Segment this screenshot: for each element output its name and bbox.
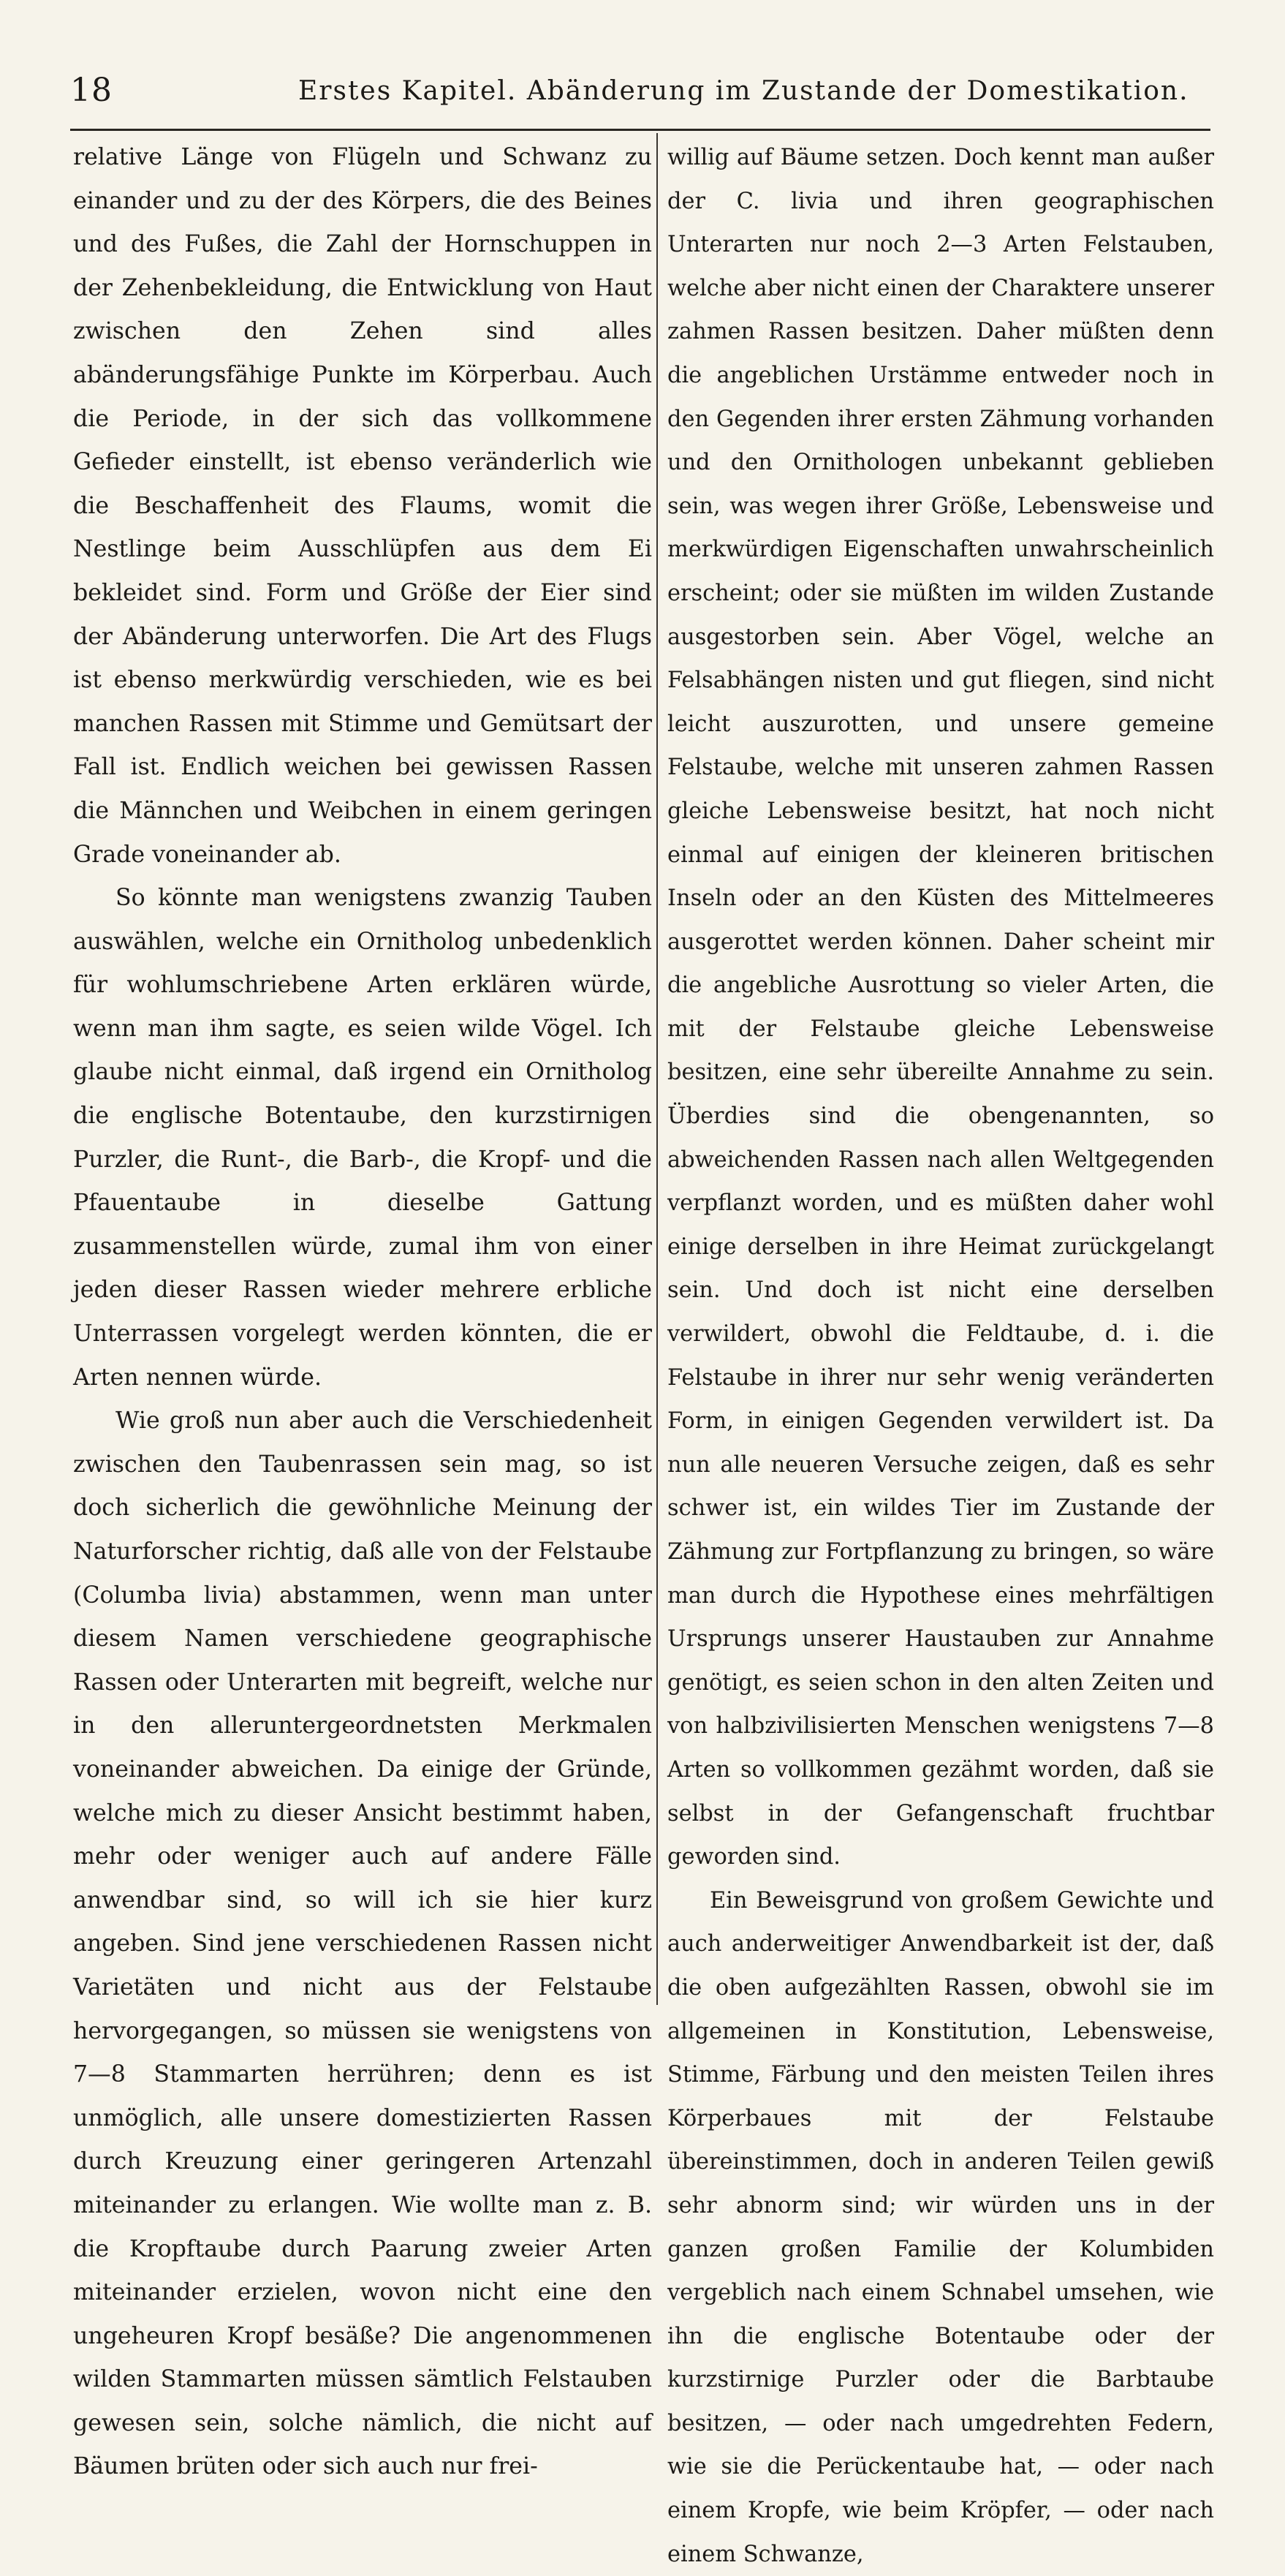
paragraph: relative Länge von Flügeln und Schwanz zu einander und zu der des Körpers, die des Beines und des Fußes, die Zahl der Hornschuppen in der Zehenbekleidung, die Entwicklung von Haut zwischen den Zehen sind alles abänderungsfähige Punkte im Körperbau. Auch die Periode, in der sich das vollkommene Gefieder einstellt, ist ebenso veränderlich wie die Beschaffenheit des Flaums, womit die Nestlinge beim Ausschlüpfen aus dem Ei bekleidet sind. Form und Größe der Eier sind der Abänderung unterworfen. Die Art des Flugs ist ebenso merkwürdig verschieden, wie es bei manchen Rassen mit Stimme und Gemütsart der Fall ist. Endlich weichen bei gewissen Rassen die Männchen und Weibchen in einem geringen Grade voneinander ab.: [73, 144, 652, 868]
left-column: [73, 136, 652, 2489]
page-number: 18: [70, 72, 113, 109]
paragraph: So könnte man wenigstens zwanzig Tauben auswählen, welche ein Ornitholog unbedenklich für wohlumschriebene Arten erklären würde, wenn man ihm sagte, es seien wilde Vögel. Ich glaube nicht einmal, daß irgend ein Ornitholog die englische Botentaube, den kurzstirnigen Purzler, die Runt-, die Barb-, die Kropf- und die Pfauentaube in dieselbe Gattung zusammenstellen würde, zumal ihm von einer jeden dieser Rassen wieder mehrere erbliche Unterrassen vorgelegt werden könnten, die er Arten nennen würde.: [73, 885, 652, 1391]
header-rule: [70, 129, 1210, 131]
paragraph: Wie groß nun aber auch die Verschiedenheit zwischen den Taubenrassen sein mag, so ist doch sicherlich die gewöhnliche Meinung der Naturforscher richtig, daß alle von der Felstaube (Columba livia) abstammen, wenn man unter diesem Namen verschiedene geographische Rassen oder Unterarten mit begreift, welche nur in den alleruntergeordnetsten Merkmalen voneinander abweichen. Da einige der Gründe, welche mich zu dieser Ansicht bestimmt haben, mehr oder weniger auch auf andere Fälle anwendbar sind, so will ich sie hier kurz angeben. Sind jene verschiedenen Rassen nicht Varietäten und nicht aus der Felstaube hervorgegangen, so müssen sie wenigstens von 7—8 Stammarten herrühren; denn es ist unmöglich, alle unsere domestizierten Rassen durch Kreuzung einer geringeren Artenzahl miteinander zu erlangen. Wie wollte man z. B. die Kropftaube durch Paarung zweier Arten miteinander erzielen, wovon nicht eine den ungeheuren Kropf besäße? Die angenommenen wilden Stammarten müssen sämtlich Felstauben gewesen sein, solche nämlich, die nicht auf Bäumen brüten oder sich auch nur frei-: [73, 1408, 652, 2480]
right-column: [667, 136, 1214, 2576]
page-header: [70, 70, 1210, 129]
paragraph: willig auf Bäume setzen. Doch kennt man außer der C. livia und ihren geographischen Unterarten nur noch 2—3 Arten Felstauben, welche aber nicht einen der Charaktere unserer zahmen Rassen besitzen. Daher müßten denn die angeblichen Urstämme entweder noch in den Gegenden ihrer ersten Zähmung vorhanden und den Ornithologen unbekannt geblieben sein, was wegen ihrer Größe, Lebensweise und merkwürdigen Eigenschaften unwahrscheinlich erscheint; oder sie müßten im wilden Zustande ausgestorben sein. Aber Vögel, welche an Felsabhängen nisten und gut fliegen, sind nicht leicht auszurotten, und unsere gemeine Felstaube, welche mit unseren zahmen Rassen gleiche Lebensweise besitzt, hat noch nicht einmal auf einigen der kleineren britischen Inseln oder an den Küsten des Mittelmeeres ausgerottet werden können. Daher scheint mir die angebliche Ausrottung so vieler Arten, die mit der Felstaube gleiche Lebensweise besitzen, eine sehr übereilte Annahme zu sein. Überdies sind die obengenannten, so abweichenden Rassen nach allen Weltgegenden verpflanzt worden, und es müßten daher wohl einige derselben in ihre Heimat zurückgelangt sein. Und doch ist nicht eine derselben verwildert, obwohl die Feldtaube, d. i. die Felstaube in ihrer nur sehr wenig veränderten Form, in einigen Gegenden verwildert ist. Da nun alle neueren Versuche zeigen, daß es sehr schwer ist, ein wildes Tier im Zustande der Zähmung zur Fortpflanzung zu bringen, so wäre man durch die Hypothese eines mehrfältigen Ursprungs unserer Haustauben zur Annahme genötigt, es seien schon in den alten Zeiten und von halbzivilisierten Menschen wenigstens 7—8 Arten so vollkommen gezähmt worden, daß sie selbst in der Gefangenschaft fruchtbar geworden sind.: [667, 145, 1214, 1870]
running-head: Erstes Kapitel. Abänderung im Zustande der Domestikation.: [298, 76, 1189, 106]
column-divider: [656, 133, 658, 2005]
paragraph: Ein Beweisgrund von großem Gewichte und auch anderweitiger Anwendbarkeit ist der, daß die oben aufgezählten Rassen, obwohl sie im allgemeinen in Konstitution, Lebensweise, Stimme, Färbung und den meisten Teilen ihres Körperbaues mit der Felstaube übereinstimmen, doch in anderen Teilen gewiß sehr abnorm sind; wir würden uns in der ganzen großen Familie der Kolumbiden vergeblich nach einem Schnabel umsehen, wie ihn die englische Botentaube oder der kurzstirnige Purzler oder die Barbtaube besitzen, — oder nach umgedrehten Federn, wie sie die Perückentaube hat, — oder nach einem Kropfe, wie beim Kröpfer, — oder nach einem Schwanze,: [667, 1887, 1214, 2567]
